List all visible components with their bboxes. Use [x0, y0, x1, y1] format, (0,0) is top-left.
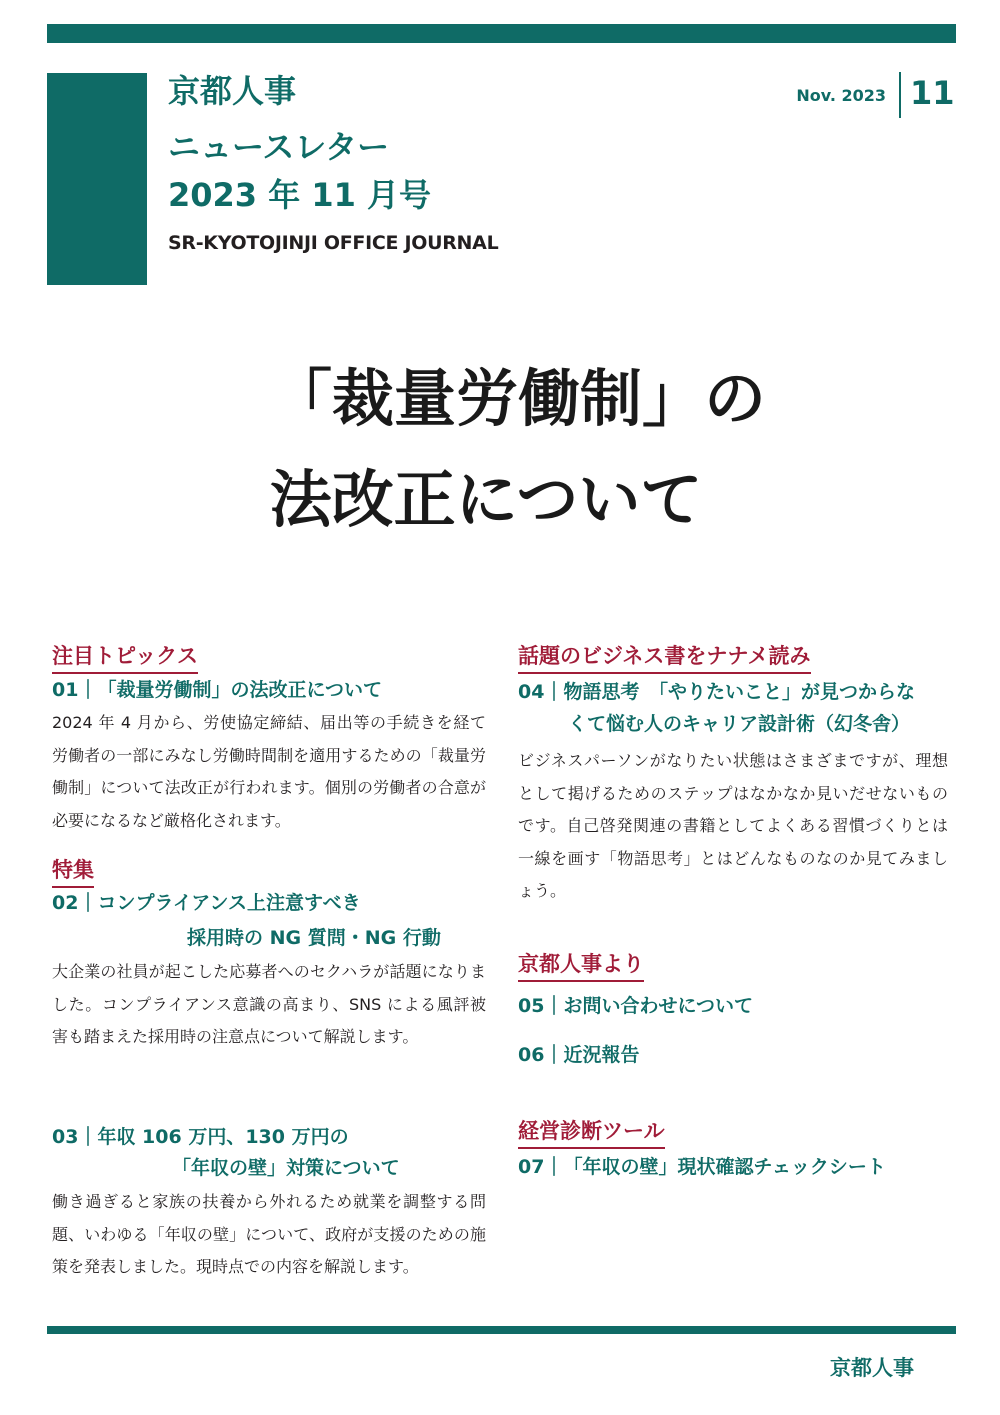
category-featured-topics: 注目トピックス	[52, 643, 198, 674]
footer-brand: 京都人事	[830, 1356, 914, 1380]
item-06-title[interactable]: 06｜近況報告	[518, 1044, 640, 1066]
item-02-title-line1[interactable]: 02｜コンプライアンス上注意すべき	[52, 892, 361, 914]
category-business-books: 話題のビジネス書をナナメ読み	[518, 643, 811, 674]
item-01-summary: 2024 年 4 月から、労使協定締結、届出等の手続きを経て労働者の一部にみなし労働時間制を適用するための「裁量労働制」について法改正が行われます。個別の労働者の合意が必要になるなど厳格化されます。	[52, 713, 486, 830]
bottom-bar	[47, 1326, 956, 1334]
main-title-line1: 「裁量労働制」の	[269, 362, 766, 435]
header-green-block	[47, 73, 147, 285]
issue-number: 11	[910, 74, 955, 112]
category-management-tool: 経営診断ツール	[518, 1118, 665, 1149]
newsletter-brand: 京都人事	[168, 72, 297, 110]
item-03-title-line2[interactable]: 「年収の壁」対策について	[172, 1157, 400, 1179]
top-bar	[47, 24, 956, 43]
item-01-title[interactable]: 01｜「裁量労働制」の法改正について	[52, 679, 383, 701]
category-from-kyoto-jinji: 京都人事より	[518, 951, 644, 982]
item-02-summary: 大企業の社員が起こした応募者へのセクハラが話題になりました。コンプライアンス意識の高まり、SNS による風評被害も踏まえた採用時の注意点について解説します。	[52, 962, 486, 1046]
item-04-title-line1[interactable]: 04｜物語思考 「やりたいこと」が見つからな	[518, 681, 915, 703]
issue-divider	[899, 72, 901, 118]
main-title-line2: 法改正について	[269, 463, 703, 536]
item-03-title-line1[interactable]: 03｜年収 106 万円、130 万円の	[52, 1126, 349, 1148]
item-04-summary: ビジネスパーソンがなりたい状態はさまざまですが、理想として掲げるためのステップはなかなか見いだせないものです。自己啓発関連の書籍としてよくある習慣づくりとは一線を画す「物語思考」とはどんなものなのか見てみましょう。	[518, 751, 948, 900]
issue-date: Nov. 2023	[796, 86, 886, 105]
newsletter-subtitle: SR-KYOTOJINJI OFFICE JOURNAL	[168, 232, 499, 254]
item-07-title[interactable]: 07｜「年収の壁」現状確認チェックシート	[518, 1156, 886, 1178]
newsletter-name: ニュースレター	[168, 128, 390, 166]
newsletter-issue-title: 2023 年 11 月号	[168, 176, 432, 214]
category-special-feature: 特集	[52, 857, 94, 888]
item-02-title-line2[interactable]: 採用時の NG 質問・NG 行動	[187, 927, 441, 949]
item-05-title[interactable]: 05｜お問い合わせについて	[518, 995, 754, 1017]
item-03-summary: 働き過ぎると家族の扶養から外れるため就業を調整する問題、いわゆる「年収の壁」について、政府が支援のための施策を発表しました。現時点での内容を解説します。	[52, 1192, 486, 1276]
item-04-title-line2[interactable]: くて悩む人のキャリア設計術（幻冬舎）	[568, 713, 911, 735]
